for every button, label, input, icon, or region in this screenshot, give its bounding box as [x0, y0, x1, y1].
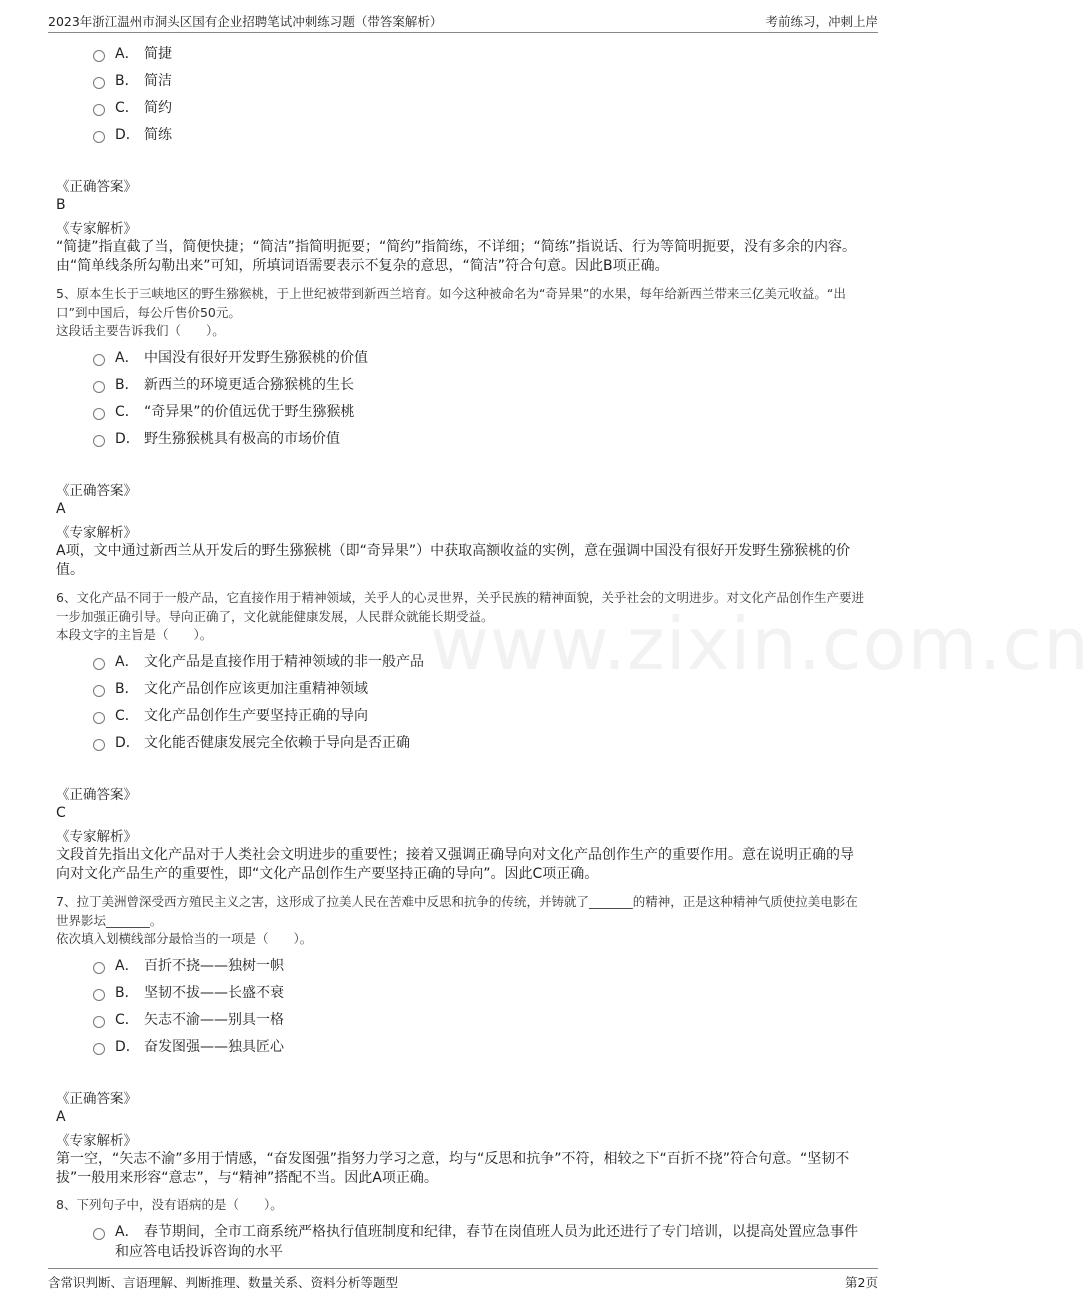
radio-button[interactable]	[93, 658, 105, 670]
analysis-label: 《专家解析》	[56, 525, 137, 541]
analysis-label: 《专家解析》	[56, 829, 137, 845]
option-text: 简约	[144, 100, 172, 116]
option-d[interactable]: D． 野生猕猴桃具有极高的市场价值	[93, 429, 864, 449]
option-d[interactable]: D． 文化能否健康发展完全依赖于导向是否正确	[93, 733, 864, 753]
radio-button[interactable]	[93, 989, 105, 1001]
answer-value: B	[56, 197, 66, 213]
option-a[interactable]: A． 文化产品是直接作用于精神领域的非一般产品	[93, 652, 864, 672]
option-text: 简捷	[144, 46, 172, 62]
option-text: 坚韧不拔——长盛不衰	[144, 985, 284, 1001]
answer-label: 《正确答案》	[56, 483, 137, 499]
page-footer	[48, 1268, 878, 1291]
radio-button[interactable]	[93, 712, 105, 724]
analysis-text: “简捷”指直截了当，简便快捷；“简洁”指简明扼要；“简约”指简练，不详细；“简练”指说话、行为等简明扼要，没有多余的内容。由“简单线条所勾勒出来”可知，所填词语需要表示不复杂的意思，“简洁”符合句意。因此B项正确。	[56, 239, 857, 274]
q6-options	[93, 652, 864, 753]
option-b[interactable]: B． 简洁	[93, 71, 864, 91]
option-b[interactable]: B． 文化产品创作应该更加注重精神领域	[93, 679, 864, 699]
radio-button[interactable]	[93, 50, 105, 62]
page-number: 第2页	[845, 1275, 878, 1290]
radio-button[interactable]	[93, 104, 105, 116]
option-text: 矢志不渝——别具一格	[144, 1012, 284, 1028]
radio-button[interactable]	[93, 354, 105, 366]
answer-value: A	[56, 501, 66, 517]
option-text: 百折不挠——独树一帜	[144, 958, 284, 974]
q8-options	[93, 1222, 864, 1262]
radio-button[interactable]	[93, 381, 105, 393]
option-text: 简练	[144, 127, 172, 143]
option-text: 文化产品创作应该更加注重精神领域	[144, 681, 368, 697]
option-d[interactable]: D． 简练	[93, 125, 864, 145]
option-a[interactable]: A． 简捷	[93, 44, 864, 64]
analysis-text: 第一空，“矢志不渝”多用于情感，“奋发图强”指努力学习之意，均与“反思和抗争”不符，相较之下“百折不挠”符合句意。“坚韧不拔”一般用来形容“意志”，与“精神”搭配不当。因此A项正确。	[56, 1151, 850, 1186]
option-text: 文化能否健康发展完全依赖于导向是否正确	[144, 735, 410, 751]
question-6-stem: 本段文字的主旨是（ ）。	[56, 627, 213, 642]
option-a[interactable]: A． 春节期间，全市工商系统严格执行值班制度和纪律，春节在岗值班人员为此还进行了专门培训，以提高处置应急事件和应答电话投诉咨询的水平	[93, 1222, 864, 1262]
radio-button[interactable]	[93, 1043, 105, 1055]
q7-options	[93, 956, 864, 1057]
question-8-text: 8、下列句子中，没有语病的是（ ）。	[56, 1197, 283, 1212]
question-7-stem: 依次填入划横线部分最恰当的一项是（ ）。	[56, 931, 313, 946]
radio-button[interactable]	[93, 408, 105, 420]
radio-button[interactable]	[93, 685, 105, 697]
option-text: 野生猕猴桃具有极高的市场价值	[144, 431, 340, 447]
analysis-label: 《专家解析》	[56, 221, 137, 237]
option-a[interactable]: A． 中国没有很好开发野生猕猴桃的价值	[93, 348, 864, 368]
radio-button[interactable]	[93, 1016, 105, 1028]
radio-button[interactable]	[93, 435, 105, 447]
radio-button[interactable]	[93, 739, 105, 751]
answer-label: 《正确答案》	[56, 787, 137, 803]
option-c[interactable]: C． 简约	[93, 98, 864, 118]
option-b[interactable]: B． 坚韧不拔——长盛不衰	[93, 983, 864, 1003]
header-slogan: 考前练习，冲刺上岸	[765, 14, 878, 29]
option-c[interactable]: C． 文化产品创作生产要坚持正确的导向	[93, 706, 864, 726]
answer-value: A	[56, 1109, 66, 1125]
option-text: 奋发图强——独具匠心	[144, 1039, 284, 1055]
option-b[interactable]: B． 新西兰的环境更适合猕猴桃的生长	[93, 375, 864, 395]
q5-options	[93, 348, 864, 449]
q4-options	[93, 44, 864, 145]
option-a[interactable]: A． 百折不挠——独树一帜	[93, 956, 864, 976]
question-7-text: 7、拉丁美洲曾深受西方殖民主义之害，这形成了拉美人民在苦难中反思和抗争的传统，并铸就了_______的精神，正是这种精神气质使拉美电影在世界影坛_______。	[56, 894, 858, 928]
option-c[interactable]: C． “奇异果”的价值远优于野生猕猴桃	[93, 402, 864, 422]
analysis-text: 文段首先指出文化产品对于人类社会文明进步的重要性；接着又强调正确导向对文化产品创作生产的重要作用。意在说明正确的导向对文化产品生产的重要性，即“文化产品创作生产要坚持正确的导向”。因此C项正确。	[56, 847, 854, 882]
watermark: www.zixin.com.cn	[430, 602, 1090, 686]
answer-label: 《正确答案》	[56, 1091, 137, 1107]
option-text: 文化产品是直接作用于精神领域的非一般产品	[144, 654, 424, 670]
answer-label: 《正确答案》	[56, 179, 137, 195]
question-5-text: 5、原本生长于三峡地区的野生猕猴桃，于上世纪被带到新西兰培育。如今这种被命名为“奇异果”的水果，每年给新西兰带来三亿美元收益。“出口”到中国后，每公斤售价50元。	[56, 286, 846, 320]
analysis-text: A项，文中通过新西兰从开发后的野生猕猴桃（即“奇异果”）中获取高额收益的实例，意在强调中国没有很好开发野生猕猴桃的价值。	[56, 543, 851, 578]
header-title: 2023年浙江温州市洞头区国有企业招聘笔试冲刺练习题（带答案解析）	[48, 14, 443, 29]
option-text: 简洁	[144, 73, 172, 89]
answer-value: C	[56, 805, 66, 821]
option-text: 新西兰的环境更适合猕猴桃的生长	[144, 377, 354, 393]
radio-button[interactable]	[93, 1228, 105, 1240]
option-text: 春节期间，全市工商系统严格执行值班制度和纪律，春节在岗值班人员为此还进行了专门培训，以提高处置应急事件和应答电话投诉咨询的水平	[115, 1224, 858, 1260]
radio-button[interactable]	[93, 131, 105, 143]
page-header	[48, 8, 878, 33]
option-text: 文化产品创作生产要坚持正确的导向	[144, 708, 368, 724]
page-content	[56, 44, 864, 1269]
question-6-text: 6、文化产品不同于一般产品，它直接作用于精神领域，关乎人的心灵世界，关乎民族的精神面貌，关乎社会的文明进步。对文化产品创作生产要进一步加强正确引导。导向正确了，文化就能健康发展，人民群众就能长期受益。	[56, 590, 864, 624]
option-c[interactable]: C． 矢志不渝——别具一格	[93, 1010, 864, 1030]
footer-note: 含常识判断、言语理解、判断推理、数量关系、资料分析等题型	[48, 1275, 399, 1290]
question-5-stem: 这段话主要告诉我们（ ）。	[56, 323, 225, 338]
radio-button[interactable]	[93, 77, 105, 89]
radio-button[interactable]	[93, 962, 105, 974]
option-d[interactable]: D． 奋发图强——独具匠心	[93, 1037, 864, 1057]
analysis-label: 《专家解析》	[56, 1133, 137, 1149]
option-text: “奇异果”的价值远优于野生猕猴桃	[144, 404, 355, 420]
option-text: 中国没有很好开发野生猕猴桃的价值	[144, 350, 368, 366]
